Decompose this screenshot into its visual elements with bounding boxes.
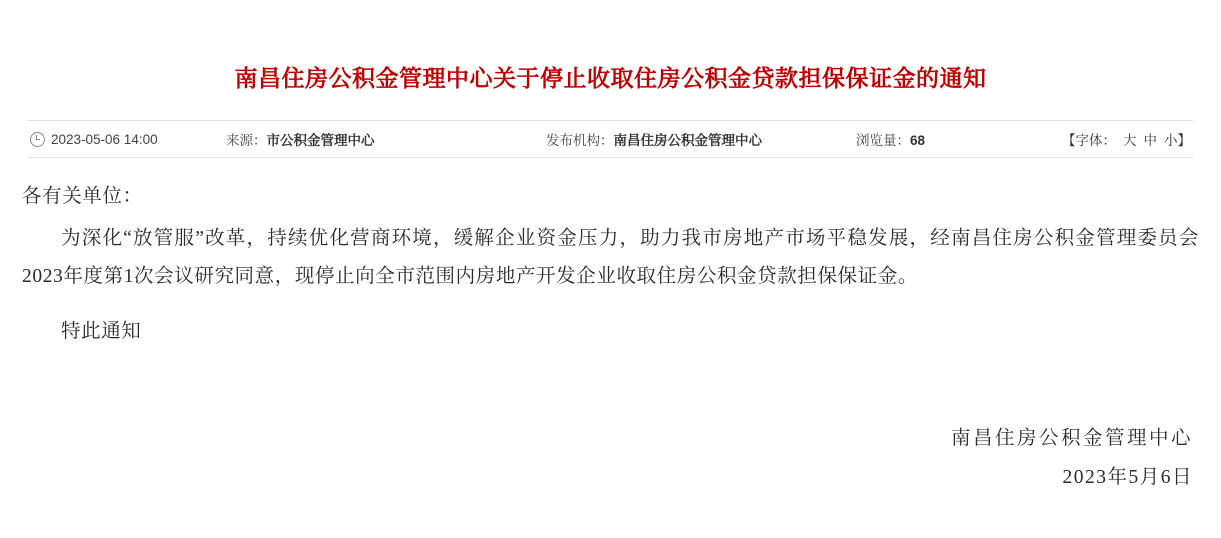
clock-icon <box>30 132 45 147</box>
view-count-value: 68 <box>910 133 926 149</box>
view-count-label: 浏览量： <box>856 133 910 149</box>
publishing-org-label: 发布机构： <box>546 133 614 149</box>
page-title: 南昌住房公积金管理中心关于停止收取住房公积金贷款担保保证金的通知 <box>234 65 987 92</box>
article-source <box>226 129 546 149</box>
body-salutation: 各有关单位： <box>22 186 143 208</box>
article-source-value: 市公积金管理中心 <box>266 133 375 149</box>
font-size-label: 【字体： <box>1062 133 1116 149</box>
signature-block <box>0 419 1193 497</box>
font-size-small-button[interactable]: 小 <box>1164 133 1178 149</box>
body-closing: 特此通知 <box>61 320 142 342</box>
font-size-large-button[interactable]: 大 <box>1123 133 1137 149</box>
font-size-control <box>1062 129 1191 149</box>
font-size-label-end: 】 <box>1177 133 1191 149</box>
publishing-org-value: 南昌住房公积金管理中心 <box>613 133 762 149</box>
body-paragraph-1: 为深化“放管服”改革，持续优化营商环境，缓解企业资金压力，助力我市房地产市场平稳发展，经南昌住房公积金管理委员会2023年度第1次会议研究同意，现停止向全市范围内房地产开发企业收取住房公积金贷款担保保证金。 <box>22 228 1199 288</box>
font-size-medium-button[interactable]: 中 <box>1143 133 1157 149</box>
publish-date <box>28 132 226 147</box>
view-count <box>856 129 1056 149</box>
signature-date: 2023年5月6日 <box>1062 466 1193 488</box>
article-source-label: 来源： <box>226 133 267 149</box>
publish-date-value: 2023-05-06 14:00 <box>51 131 158 147</box>
article-body <box>22 158 1199 350</box>
article-meta-bar <box>28 120 1193 158</box>
document-page <box>0 15 1221 538</box>
signature-org: 南昌住房公积金管理中心 <box>950 427 1193 449</box>
publishing-org <box>546 129 856 149</box>
